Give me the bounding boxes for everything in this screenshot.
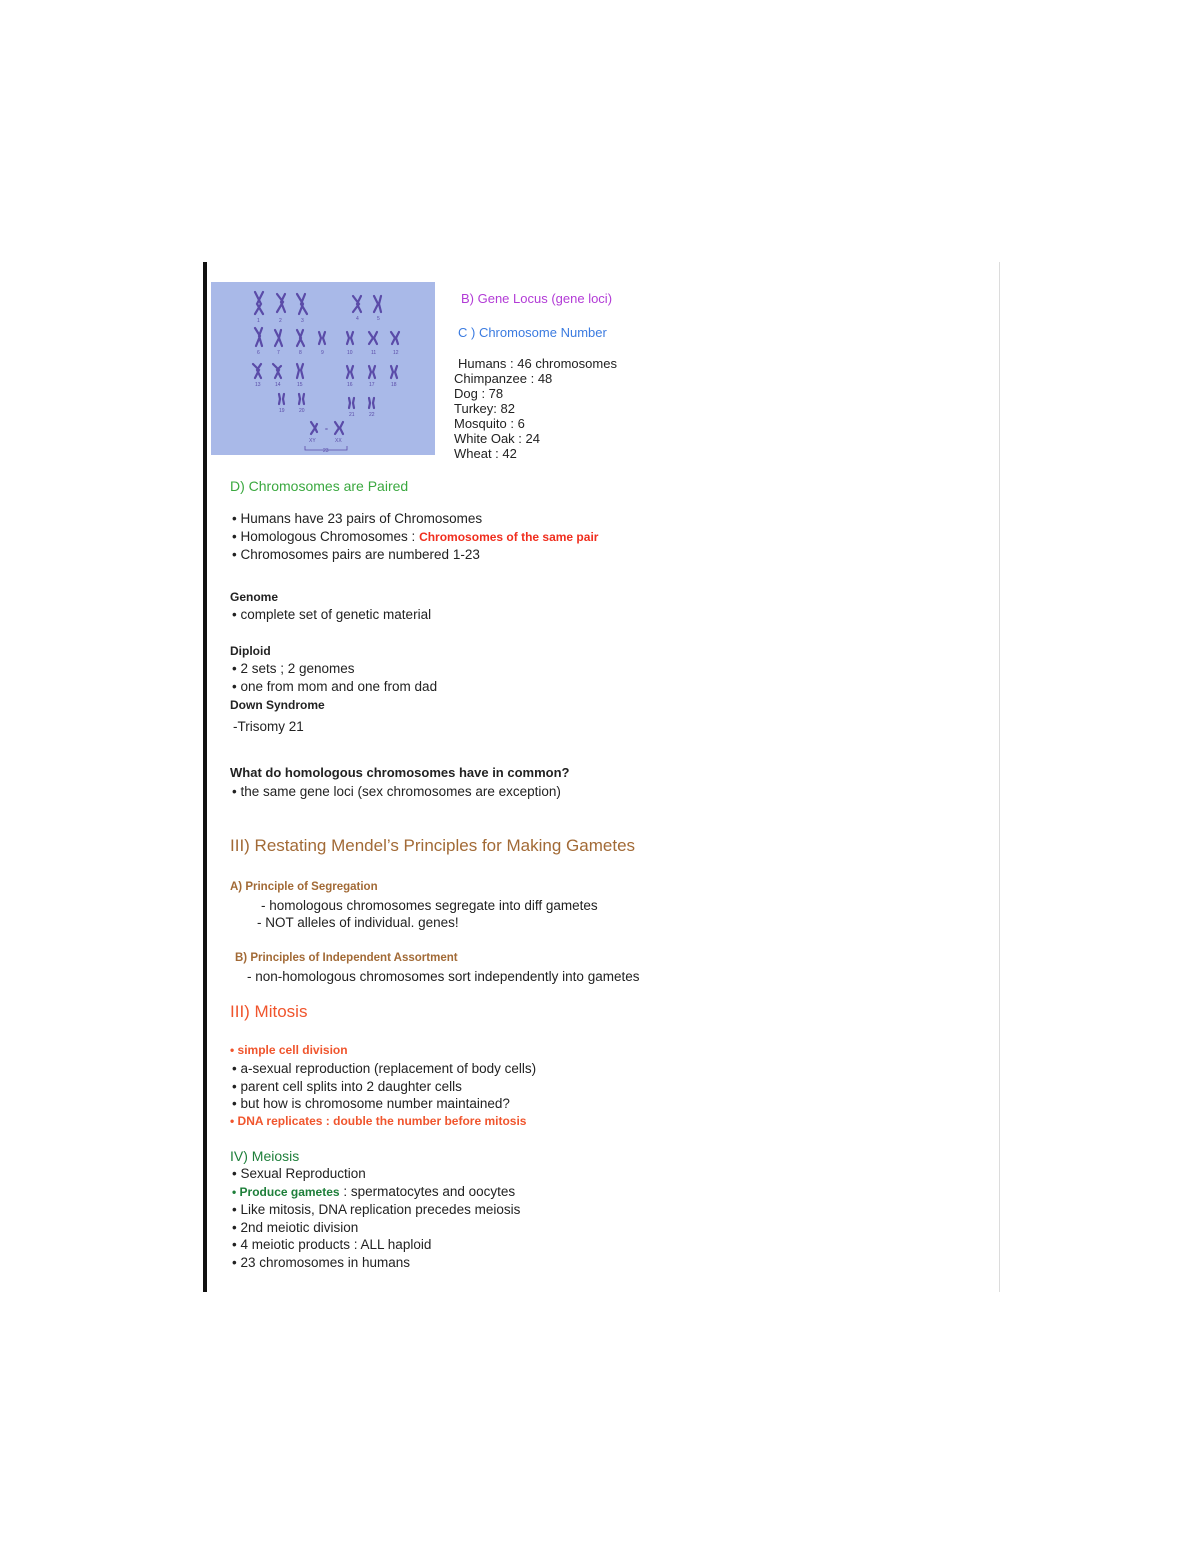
svg-text:11: 11 (371, 350, 377, 356)
svg-text:22: 22 (369, 412, 375, 418)
chromosome-number-heading: C ) Chromosome Number (458, 325, 607, 340)
paired-list (232, 510, 598, 564)
meiosis-item: • Like mitosis, DNA replication precedes meiosis (232, 1202, 521, 1217)
paired-item: • Chromosomes pairs are numbered 1-23 (232, 547, 480, 562)
karyotype-drawing (211, 282, 435, 455)
svg-text:15: 15 (297, 382, 303, 388)
down-syndrome-heading: Down Syndrome (230, 698, 325, 712)
chromosome-count-item: Mosquito : 6 (454, 416, 525, 431)
chromosome-count-item: Humans : 46 chromosomes (458, 356, 617, 371)
common-item: • the same gene loci (sex chromosomes are exception) (232, 784, 561, 799)
svg-text:13: 13 (255, 382, 261, 388)
karyotype-image (211, 282, 435, 455)
meiosis-item: • 23 chromosomes in humans (232, 1254, 411, 1270)
svg-text:21: 21 (349, 412, 355, 418)
svg-text:XY: XY (309, 438, 316, 444)
common-heading: What do homologous chromosomes have in common? (230, 765, 570, 780)
chromosome-count-item: Turkey: 82 (454, 401, 515, 416)
meiosis-item: • 4 meiotic products : ALL haploid (232, 1237, 432, 1252)
mitosis-list (232, 1060, 536, 1113)
independent-assortment-item: - non-homologous chromosomes sort independently into gametes (247, 969, 640, 984)
mitosis-item: • a-sexual reproduction (replacement of body cells) (232, 1061, 537, 1076)
segregation-item: - NOT alleles of individual. genes! (257, 915, 459, 930)
svg-text:19: 19 (279, 408, 285, 414)
svg-text:14: 14 (275, 382, 281, 388)
paired-item: • Humans have 23 pairs of Chromosomes (232, 511, 483, 526)
svg-text:3: 3 (301, 318, 304, 324)
svg-text:7: 7 (277, 350, 280, 356)
chromosome-count-item: Chimpanzee : 48 (454, 371, 553, 386)
svg-text:6: 6 (257, 350, 260, 356)
svg-text:1: 1 (257, 318, 260, 324)
document-page (203, 262, 1000, 1292)
genome-heading: Genome (230, 590, 279, 604)
mitosis-highlight: • simple cell division (230, 1043, 348, 1057)
svg-text:4: 4 (356, 316, 359, 322)
svg-text:20: 20 (299, 408, 305, 414)
svg-text:12: 12 (393, 350, 399, 356)
svg-text:9: 9 (321, 350, 324, 356)
independent-assortment-heading: B) Principles of Independent Assortment (235, 952, 458, 964)
segregation-heading: A) Principle of Segregation (230, 881, 378, 893)
meiosis-item-text: : spermatocytes and oocytes (339, 1183, 516, 1199)
paired-heading: D) Chromosomes are Paired (230, 478, 409, 494)
chromosome-count-item: White Oak : 24 (454, 431, 540, 446)
meiosis-item: • Sexual Reproduction (232, 1166, 366, 1181)
chromosome-count-item: Dog : 78 (454, 386, 504, 401)
svg-text:8: 8 (299, 350, 302, 356)
genome-item: • complete set of genetic material (232, 607, 432, 622)
svg-text:2: 2 (279, 318, 282, 324)
paired-item-highlight: Chromosomes of the same pair (419, 530, 599, 544)
meiosis-item (232, 1183, 520, 1202)
mitosis-heading: III) Mitosis (230, 1002, 308, 1021)
mitosis-item: • but how is chromosome number maintained? (232, 1096, 510, 1111)
down-syndrome-item: -Trisomy 21 (233, 719, 304, 734)
diploid-list (232, 660, 437, 695)
segregation-item: - homologous chromosomes segregate into diff gametes (261, 898, 598, 913)
svg-text:18: 18 (391, 382, 397, 388)
chromosome-count-item: Wheat : 42 (454, 446, 517, 461)
svg-text:10: 10 (347, 350, 353, 356)
meiosis-highlight: • Produce gametes (232, 1184, 340, 1199)
mitosis-highlight: • DNA replicates : double the number before mitosis (230, 1114, 527, 1128)
paired-item-text: • Homologous Chromosomes : (232, 529, 420, 544)
meiosis-item: • 2nd meiotic division (232, 1219, 359, 1235)
diploid-item: • 2 sets ; 2 genomes (232, 661, 355, 676)
diploid-heading: Diploid (230, 644, 271, 658)
gene-locus-heading: B) Gene Locus (gene loci) (461, 291, 613, 306)
meiosis-list (232, 1165, 520, 1271)
svg-text:16: 16 (347, 382, 353, 388)
svg-text:5: 5 (377, 316, 380, 322)
meiosis-heading: IV) Meiosis (230, 1148, 300, 1164)
svg-text:=: = (325, 427, 328, 433)
svg-text:XX: XX (335, 438, 342, 444)
svg-text:23: 23 (323, 448, 329, 454)
diploid-item: • one from mom and one from dad (232, 678, 438, 694)
paired-item (232, 528, 598, 546)
mendel-heading: III) Restating Mendel’s Principles for Making Gametes (230, 836, 636, 855)
svg-text:17: 17 (369, 382, 375, 388)
mitosis-item: • parent cell splits into 2 daughter cells (232, 1078, 462, 1094)
